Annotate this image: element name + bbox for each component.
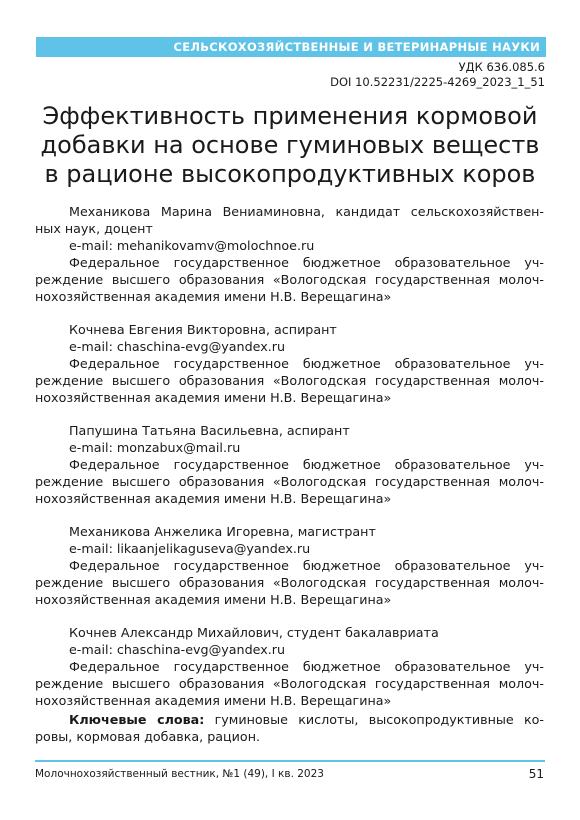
udk-code: УДК 636.085.6 <box>458 60 545 74</box>
affiliation-line: реждение высшего образования «Вологодская государственная молоч- <box>35 675 544 691</box>
section-title: СЕЛЬСКОХОЗЯЙСТВЕННЫЕ И ВЕТЕРИНАРНЫЕ НАУКИ <box>173 40 540 54</box>
article-title <box>30 102 550 189</box>
affiliation-line: реждение высшего образования «Вологодская государственная молоч- <box>35 271 544 287</box>
page-number: 51 <box>528 767 544 781</box>
title-line: добавки на основе гуминовых веществ <box>40 131 540 159</box>
section-header-bar <box>36 37 546 57</box>
doi-link[interactable]: DOI 10.52231/2225-4269_2023_1_51 <box>330 75 545 89</box>
author-email[interactable]: e-mail: mehanikovamv@molochnoe.ru <box>69 237 315 253</box>
keywords-paragraph <box>35 711 544 745</box>
author-entry <box>35 322 544 407</box>
footer-divider <box>35 760 545 762</box>
author-name: Механикова Анжелика Игоревна, магистрант <box>69 524 376 539</box>
affiliation-line: Федеральное государственное бюджетное образовательное уч- <box>69 557 544 573</box>
author-entry <box>35 524 544 609</box>
keywords-label: Ключевые слова: <box>69 712 205 727</box>
author-name: Механикова Марина Вениаминовна, кандидат сельскохозяйствен- <box>69 204 544 219</box>
affiliation-line: реждение высшего образования «Вологодская государственная молоч- <box>35 574 544 590</box>
keywords-text: гуминовые кислоты, высокопродуктивные ко-ровы, кормовая добавка, рацион. <box>35 712 544 744</box>
authors-block <box>35 204 544 726</box>
affiliation-line: нохозяйственная академия имени Н.В. Верещагина» <box>35 288 392 304</box>
affiliation-line: нохозяйственная академия имени Н.В. Верещагина» <box>35 490 392 506</box>
affiliation-line: Федеральное государственное бюджетное образовательное уч- <box>69 456 544 472</box>
affiliation-line: нохозяйственная академия имени Н.В. Верещагина» <box>35 389 392 405</box>
affiliation-line: реждение высшего образования «Вологодская государственная молоч- <box>35 372 544 388</box>
author-entry <box>35 204 544 305</box>
author-entry <box>35 423 544 508</box>
affiliation-line: Федеральное государственное бюджетное образовательное уч- <box>69 658 544 674</box>
affiliation-line: нохозяйственная академия имени Н.В. Верещагина» <box>35 692 392 708</box>
author-email[interactable]: e-mail: chaschina-evg@yandex.ru <box>69 641 286 657</box>
affiliation-line: Федеральное государственное бюджетное образовательное уч- <box>69 254 544 270</box>
affiliation-line: реждение высшего образования «Вологодская государственная молоч- <box>35 473 544 489</box>
author-name: Кочнев Александр Михайлович, студент бакалавриата <box>69 625 439 641</box>
title-line: в рационе высокопродуктивных коров <box>44 160 536 188</box>
author-entry <box>35 625 544 710</box>
affiliation-line: нохозяйственная академия имени Н.В. Верещагина» <box>35 591 392 607</box>
affiliation-line: Федеральное государственное бюджетное образовательное уч- <box>69 355 544 371</box>
author-name-continued: ных наук, доцент <box>35 220 153 236</box>
title-line: Эффективность применения кормовой <box>42 102 538 130</box>
author-name: Кочнева Евгения Викторовна, аспирант <box>69 321 337 337</box>
author-email[interactable]: e-mail: chaschina-evg@yandex.ru <box>69 338 286 354</box>
author-email[interactable]: e-mail: monzabux@mail.ru <box>69 439 241 455</box>
journal-citation: Молочнохозяйственный вестник, №1 (49), I кв. 2023 <box>35 768 324 780</box>
author-email[interactable]: e-mail: likaanjelikaguseva@yandex.ru <box>69 540 311 556</box>
author-name: Папушина Татьяна Васильевна, аспирант <box>69 422 350 438</box>
